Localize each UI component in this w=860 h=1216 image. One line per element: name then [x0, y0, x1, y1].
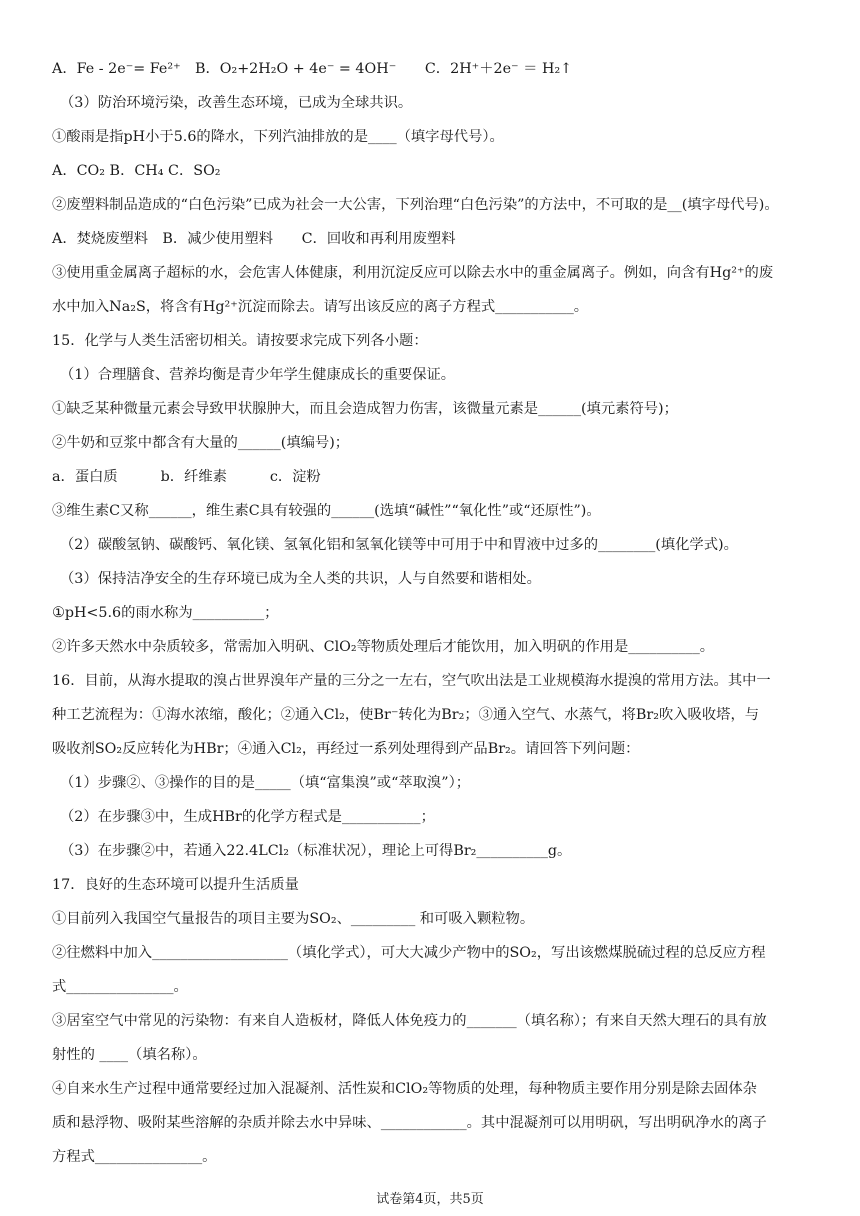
text-line: 方程式_______________。	[52, 1149, 217, 1165]
text-line: 种工艺流程为：①海水浓缩，酸化；②通入Cl₂，使Br⁻转化为Br₂；③通入空气、水蒸气，将Br₂吹入吸收塔，与	[52, 707, 760, 723]
text-line: ②废塑料制品造成的“白色污染”已成为社会一大公害，下列治理“白色污染”的方法中，不可取的是__(填字母代号)。	[52, 197, 779, 213]
text-line: 质和悬浮物、吸附某些溶解的杂质并除去水中异味、____________。其中混凝剂可以用明矾，写出明矾净水的离子	[52, 1115, 767, 1131]
text-line: 吸收剂SO₂反应转化为HBr；④通入Cl₂，再经过一系列处理得到产品Br₂。请回答下列问题：	[52, 741, 640, 757]
text-line: （1）步骤②、③操作的目的是_____（填“富集溴”或“萃取溴”）；	[60, 775, 471, 791]
text-line: ①酸雨是指pH小于5.6的降水，下列汽油排放的是____（填字母代号）。	[52, 129, 504, 145]
text-line: ①缺乏某种微量元素会导致甲状腺肿大，而且会造成智力伤害，该微量元素是______(填元素符号)；	[52, 401, 678, 417]
text-line: （2）碳酸氢钠、碳酸钙、氧化镁、氢氧化铝和氢氧化镁等中可用于中和胃液中过多的________(填化学式)。	[60, 537, 738, 553]
text-line: 射性的 ____（填名称）。	[52, 1047, 207, 1063]
text-line: ②牛奶和豆浆中都含有大量的______(填编号)；	[52, 435, 350, 451]
text-line: ③维生素C又称______，维生素C具有较强的______(选填“碱性”“氧化性”或“还原性”)。	[52, 503, 601, 519]
text-line: （1）合理膳食、营养均衡是青少年学生健康成长的重要保证。	[60, 367, 456, 383]
text-line: ④自来水生产过程中通常要经过加入混凝剂、活性炭和ClO₂等物质的处理，每种物质主要作用分别是除去固体杂	[52, 1081, 757, 1097]
text-line: a．蛋白质 b．纤维素 c．淀粉	[52, 469, 321, 485]
text-line: 16．目前，从海水提取的溴占世界溴年产量的三分之一左右，空气吹出法是工业规模海水提溴的常用方法。其中一	[52, 673, 771, 689]
text-line: A．Fe - 2e⁻= Fe²⁺ B．O₂+2H₂O + 4e⁻ = 4OH⁻ C．2H⁺＋2e⁻ ＝ H₂↑	[52, 61, 573, 77]
text-line: （3）在步骤②中，若通入22.4LCl₂（标准状况），理论上可得Br₂__________g。	[60, 843, 572, 859]
text-line: ②往燃料中加入___________________（填化学式），可大大减少产物中的SO₂，写出该燃煤脱硫过程的总反应方程	[52, 945, 766, 961]
text-line: A．CO₂ B．CH₄ C．SO₂	[52, 163, 221, 179]
text-line: ②许多天然水中杂质较多，常需加入明矾、ClO₂等物质处理后才能饮用，加入明矾的作用是__________。	[52, 639, 715, 655]
page-footer: 试卷第4页，共5页	[376, 1192, 484, 1207]
text-line: ①pH<5.6的雨水称为__________；	[52, 605, 279, 621]
text-line: 17．良好的生态环境可以提升生活质量	[52, 877, 299, 893]
text-line: （3）保持洁净安全的生存环境已成为全人类的共识，人与自然要和谐相处。	[60, 571, 541, 587]
text-line: （2）在步骤③中，生成HBr的化学方程式是___________；	[60, 809, 435, 825]
text-line: 15．化学与人类生活密切相关。请按要求完成下列各小题：	[52, 333, 428, 349]
text-line: （3）防治环境污染，改善生态环境，已成为全球共识。	[60, 95, 413, 111]
text-line: 式_______________。	[52, 979, 188, 995]
text-line: A．焚烧废塑料 B．减少使用塑料 C．回收和再利用废塑料	[52, 231, 456, 247]
text-line: ③使用重金属离子超标的水，会危害人体健康，利用沉淀反应可以除去水中的重金属离子。例如，向含有Hg²⁺的废	[52, 265, 774, 281]
text-line: ③居室空气中常见的污染物：有来自人造板材，降低人体免疫力的_______（填名称）；有来自天然大理石的具有放	[52, 1013, 767, 1029]
text-line: ①目前列入我国空气量报告的项目主要为SO₂、_________ 和可吸入颗粒物。	[52, 911, 535, 927]
text-line: 水中加入Na₂S，将含有Hg²⁺沉淀而除去。请写出该反应的离子方程式___________。	[52, 299, 589, 315]
